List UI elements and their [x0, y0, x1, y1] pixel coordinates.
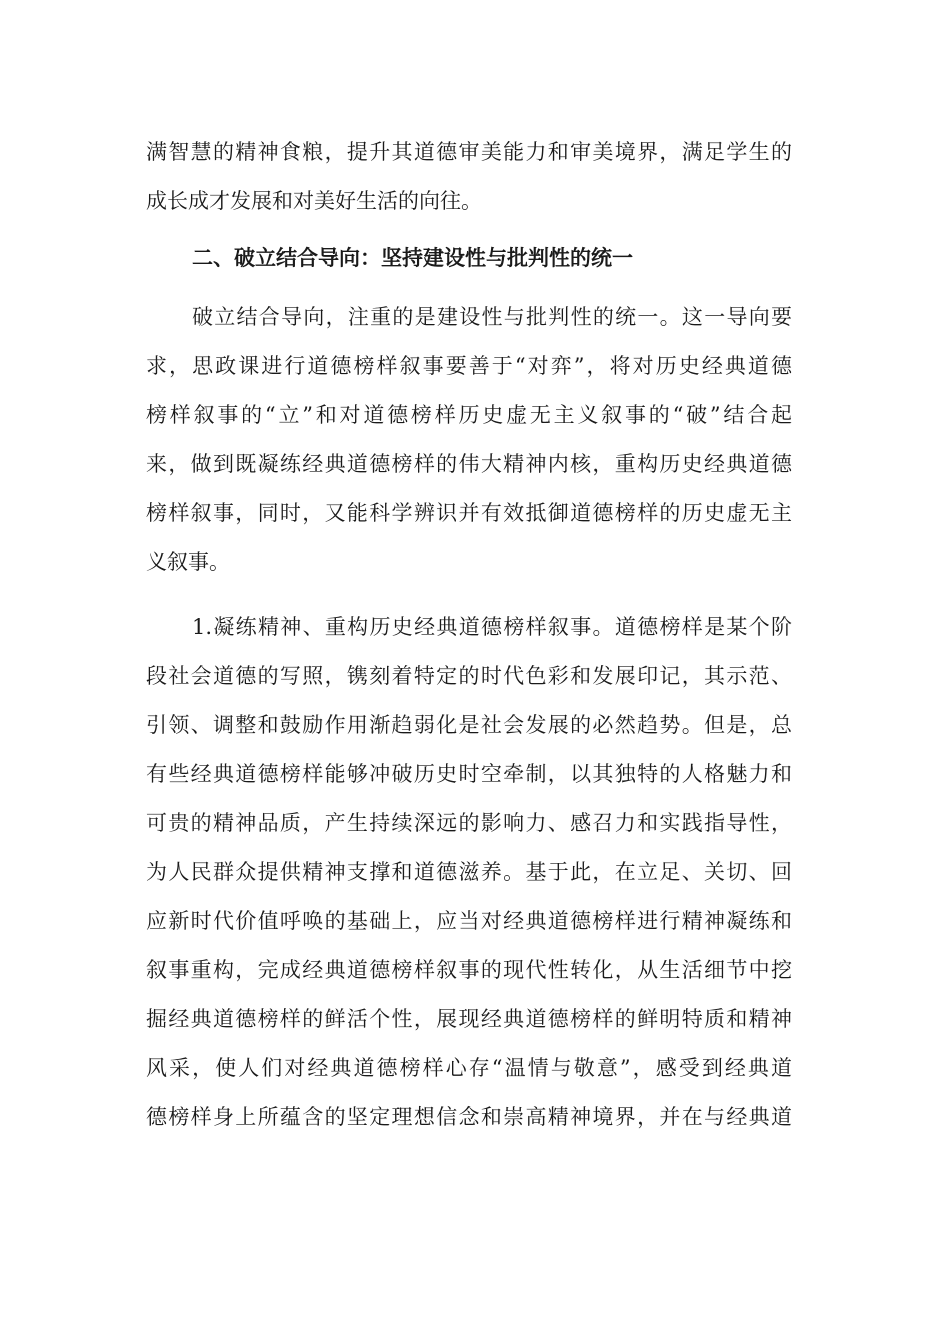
- text-line: 有些经典道德榜样能够冲破历史时空牵制，以其独特的人格魅力和: [146, 762, 792, 786]
- text-line: 德榜样身上所蕴含的坚定理想信念和崇高精神境界，并在与经典道: [146, 1105, 792, 1129]
- text-line: 引领、调整和鼓励作用渐趋弱化是社会发展的必然趋势。但是，总: [146, 713, 792, 737]
- text-line: 求，思政课进行道德榜样叙事要善于“对弈”，将对历史经典道德: [146, 354, 792, 378]
- text-line: 来，做到既凝练经典道德榜样的伟大精神内核，重构历史经典道德: [146, 452, 792, 476]
- text-line: 榜样叙事的“立”和对道德榜样历史虚无主义叙事的“破”结合起: [146, 403, 792, 427]
- text-line: 应新时代价值呼唤的基础上，应当对经典道德榜样进行精神凝练和: [146, 909, 792, 933]
- text-line: 为人民群众提供精神支撑和道德滋养。基于此，在立足、关切、回: [146, 860, 792, 884]
- text-line: 段社会道德的写照，镌刻着特定的时代色彩和发展印记，其示范、: [146, 664, 792, 688]
- text-line: 1.凝练精神、重构历史经典道德榜样叙事。道德榜样是某个阶: [192, 615, 792, 639]
- text-line: 成长成才发展和对美好生活的向往。: [146, 189, 482, 213]
- text-line: 可贵的精神品质，产生持续深远的影响力、感召力和实践指导性，: [146, 811, 792, 835]
- text-line: 掘经典道德榜样的鲜活个性，展现经典道德榜样的鲜明特质和精神: [146, 1007, 792, 1031]
- text-line: 义叙事。: [146, 550, 230, 574]
- text-line: 叙事重构，完成经典道德榜样叙事的现代性转化，从生活细节中挖: [146, 958, 792, 982]
- text-line: 风采，使人们对经典道德榜样心存“温情与敬意”，感受到经典道: [146, 1056, 792, 1080]
- section-heading: 二、破立结合导向：坚持建设性与批判性的统一: [192, 245, 633, 270]
- text-line: 榜样叙事，同时，又能科学辨识并有效抵御道德榜样的历史虚无主: [146, 501, 792, 525]
- text-line: 满智慧的精神食粮，提升其道德审美能力和审美境界，满足学生的: [146, 140, 792, 164]
- text-line: 破立结合导向，注重的是建设性与批判性的统一。这一导向要: [192, 305, 792, 329]
